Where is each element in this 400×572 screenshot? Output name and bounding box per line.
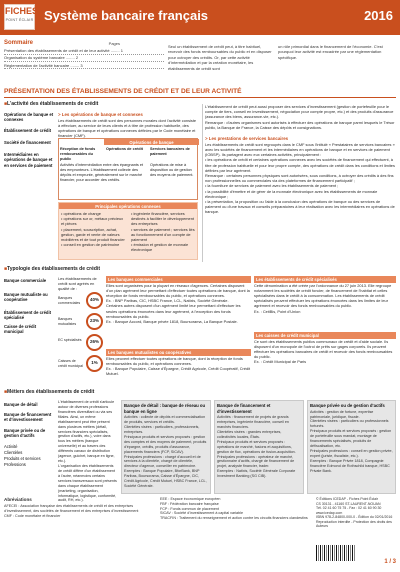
- page-number: 1 / 3: [384, 559, 396, 566]
- label-etablissement-credit: Établissement de crédit: [4, 128, 52, 133]
- prestations-block: [205, 136, 396, 214]
- connexes-box: [58, 202, 198, 260]
- stat-label: Banques commerciales: [58, 296, 81, 305]
- metiers-title: ■ Métiers des établissements de crédit: [4, 389, 94, 396]
- credit-municipal-block: [254, 332, 396, 365]
- ops-heading: > Les opérations de banque et connexes: [58, 112, 143, 117]
- label-bfi: Banque de financement et d'investissement: [4, 412, 52, 423]
- label-activite: Activité: [4, 444, 18, 449]
- card-banque-privee: [307, 400, 396, 494]
- fiches-logo: FICHES POINT ÉCLAIR: [4, 4, 35, 30]
- bc-heading: Les banques commerciales: [106, 276, 251, 283]
- label-professions: Professions: [4, 462, 26, 467]
- bc-text: Elles sont organisées pour la plupart en réseaux d'agences. Certaines disposent d'un plan agrément leur permettant d'effectuer toutes opérations de banque, dont la réception de fonds remboursables du public, et opérations connexes. Ex. : BNP Paribas, CIC, HSBC France, LCL, Natixis, Société Générale. Certaines autres disposent d'un agrément limité leur permettant d'effectuer les seules opérations énoncées dans leur agrément, à l'exception des fonds remboursables du public. Ex. : Banque Accord, Banque privée 1818, Boursorama, La Banque Postale.: [106, 282, 250, 324]
- table-head: Opérations de banque: [104, 139, 199, 145]
- toc-item[interactable]: Présentation des établissements de crédit et de leur activité ........ 1: [4, 48, 164, 55]
- connexes-heading: Principales opérations connexes: [59, 203, 197, 209]
- metiers-text: L'établissement de crédit s'articule autour de diverses professions financières diversifiant ou via ses filiales. Ainsi, un même établissement peut être présent dans plusieurs métiers (détail, services financiers spécialisés, gestion d'actifs, etc.), voire dans tous les métiers (banque universelle) et au travers des différents canaux de distribution (agence, guichet, banque en ligne, etc.). L'organisation des établissements de crédit diffère d'un établissement à l'autre, néanmoins certains services transversaux sont présents dans chaque établissement (marketing, organisation, informatique, logistique, conformité, audit, RH, etc.).: [58, 400, 117, 503]
- ecs-heading: Les établissements de crédit spécialisés: [254, 276, 396, 283]
- stat-label: Caisses de crédit municipal: [58, 359, 83, 368]
- connexes-left: • opérations de change • opérations sur or, métaux précieux et pièces • placement, souscription, achat, gestion, garde et vente de valeurs mobilières et de tout produit financier • conseil en gestion de patrimoine: [61, 211, 125, 248]
- table-cell: Activités d'intermédiation entre des épargnants et des emprunteurs. L'établissement collecte des dépôts et emprunte, généralement sur le marché financier, pour accorder des crédits.: [60, 163, 144, 182]
- label-ec-specialise: Établissement de crédit spécialisé: [4, 310, 52, 321]
- abbreviations-left: AFECEI : Association française des établissements de crédit et des entreprises d'investissement, des sociétés de financement et des entreprises d'investissement CMF : Code monétaire et financier: [4, 504, 139, 518]
- stat-circle: 40%: [86, 292, 103, 309]
- table-col-header: Opérations de crédit: [106, 147, 143, 151]
- label-banque-mutualiste: Banque mutualiste ou coopérative: [4, 292, 48, 303]
- banques-commerciales-block: [106, 276, 251, 324]
- label-banque-detail: Banque de détail: [4, 402, 38, 407]
- card-banque-detail: [121, 400, 211, 494]
- footer-lines: © Éditions ICEDAP - Fiches Point Éclair CS 30131 - 41160 ST-LAURENT-NOUAN Tél. 02 41 60 75 75 - Fax : 02 41 60 90 30 www.icedap.com ISBN 978-2-84800-000-0 - Édition du 02/01/2016 Reproduction interdite - Protection des droits des Auteurs: [316, 497, 393, 529]
- card-text: Activités : gestion de fortune, expertise patrimoniale, juridique, fiscale. Clientèles visées : particuliers ou professionnels fortunés. Principaux produits et services proposés : gestion de portefeuille sous mandat, montage de financements spécialisés, produits de défiscalisation, etc. Principales professions : conseil en gestion privée, expert (juriste, fiscaliste, etc.). Exemples : Banque Privée 1818, Compagnie financière Edmond de Rothschild banque, HSBC Private Bank.: [310, 409, 393, 473]
- stat-label: Banques mutualistes: [58, 317, 77, 326]
- label-banque-privee: Banque privée ou de gestion d'actifs: [4, 428, 46, 439]
- card-title: Banque de détail : banque de réseau ou banque en ligne: [124, 403, 206, 414]
- section-title: PRÉSENTATION DES ÉTABLISSEMENTS DE CRÉDIT ET DE LEUR ACTIVITÉ: [4, 88, 396, 98]
- publisher-footer: [316, 497, 396, 569]
- card-title: Banque de financement et d'investissement: [217, 403, 271, 414]
- operations-table: [58, 138, 198, 200]
- barcode-icon: [316, 545, 356, 561]
- ec-specialises-block: [254, 276, 396, 314]
- table-col-header: Réception de fonds remboursables du public: [60, 147, 96, 161]
- abbreviations-right: EEE : Espace économique européen FBF : Fédération bancaire française FCP : Fonds commun de placement SICAV : Société d'investissement à capital variable TRACFIN : Traitement du renseignement et action contre les circuits financiers clandestins: [160, 497, 308, 521]
- ops-block: [58, 112, 198, 139]
- card-title: Banque privée ou de gestion d'actifs: [310, 403, 385, 408]
- bm-text: Elles peuvent effectuer toutes opérations de banque, dont la réception de fonds remboursables du public, et opérations connexes. Ex. : Banque Populaire, Caisse d'Épargne, Crédit Agricole, Crédit Coopératif, Crédit Mutuel.: [106, 355, 251, 377]
- bm-heading: Les banques mutualistes ou coopératives: [106, 349, 251, 356]
- table-cell: Opérations de mise à disposition ou de gestion des moyens de paiement.: [150, 163, 194, 177]
- toc-heading: Sommaire: [4, 40, 34, 46]
- page-title: Système bancaire français: [44, 8, 209, 23]
- typologie-intro: Les établissements de crédit sont agréés en qualité de :: [58, 276, 97, 292]
- label-clienteles: Clientèles: [4, 450, 23, 455]
- ops-text: Les établissements de crédit sont des personnes morales dont l'activité consiste à effectuer, au service de leurs clients et à titre de profession habituelle, des opérations de banque et opérations connexes définies par le Code monétaire et financier (CMF).: [58, 117, 197, 139]
- header-bar: [0, 0, 400, 35]
- label-intermediaires: Intermédiaires en opérations de banque et en services de paiement: [4, 152, 53, 168]
- stat-circle: 26%: [86, 334, 103, 351]
- intro-col-2: un rôle primordial dans le financement de l'économie. C'est pourquoi leur activité est encadrée par une réglementation spécifique.: [278, 44, 383, 60]
- table-col-header: Services bancaires de paiement: [150, 147, 190, 156]
- activite-right-text: L'établissement de crédit peut aussi proposer des services d'investissement (gestion de portefeuille pour le compte de tiers, conseil en investissement, négociation pour compte propre, etc.) et des produits d'assurance (assurance des biens, assurance-vie, etc.). Remarque : d'autres organismes sont autorisés à effectuer des opérations de banque parmi lesquels le Trésor public, la Banque de France, la Caisse des dépôts et consignations.: [205, 104, 395, 130]
- toc-pages-label: Pages: [108, 41, 120, 46]
- abbreviations-heading: Abréviations: [4, 497, 32, 502]
- label-societe-financement: Société de financement: [4, 140, 51, 145]
- intro-col-1: Seul un établissement de crédit peut, à titre habituel, recevoir des fonds remboursables du public et en disposer pour octroyer des crédits. Or, par cette activité d'intermédiation et par la création monétaire, les établissements de crédit sont: [168, 44, 272, 71]
- label-banque-commerciale: Banque commerciale: [4, 278, 47, 283]
- stat-label: EC spécialisés: [58, 338, 82, 342]
- stat-circle: 23%: [86, 313, 103, 330]
- card-text: Activités : financement de projets de grands entreprises, ingénierie financière, conseil en marchés financiers. Clientèles visées : grandes entreprises, collectivités locales, États. Principaux produits et services proposés : opérations de marché, fusions et acquisitions, gestion de flux, opérations de fusion-acquisition. Principales professions : opérateur de marché, gestionnaire d'actifs, chargé de financement de projet, analyste financier, trader. Exemples : Natixis, Société Générale Corporate Investment Banking (SG CIB).: [217, 415, 296, 479]
- prestations-text: Les établissements de crédit sont regroupés dans le CMF sous l'intitulé « Prestataires de services bancaires » avec les sociétés de financement et les intermédiaires en opérations de banque et en services de paiement (IOBSP). Ils partagent avec eux certaines activités, principalement : • les opérations de crédit et certaines opérations connexes avec les sociétés de financement qui effectuent, à titre de profession habituelle et pour leur propre compte, des opérations de crédit dans les conditions et limites définies par leur agrément. Remarque : certaines personnes physiques sont autorisées, sous conditions, à octroyer des crédits à des fins non professionnelles ou commerciales via des plateformes de financement participatif ; • la fourniture de services de paiement avec les établissements de paiement ; • la possibilité d'émettre et de gérer de la monnaie électronique avec les établissements de monnaie électronique ; • la présentation, la proposition ou l'aide à la conclusion des opérations de banque ou des services de paiement ou d'une travaux et conseils préparatoires à leur réalisation avec les intermédiaires en opérations de banque.: [205, 141, 395, 215]
- activite-title: ■ L'activité des établissements de crédit: [4, 101, 98, 108]
- ccm-heading: Les caisses de crédit municipal: [254, 332, 396, 339]
- label-operations-banque: Opérations de banque et connexes: [4, 112, 54, 123]
- stat-circle: 1%: [86, 355, 103, 372]
- column-divider: [202, 104, 203, 262]
- toc-item[interactable]: Organisation du système bancaire ........ 2: [4, 55, 164, 62]
- typologie-title: ■ Typologie des établissements de crédit: [4, 266, 100, 273]
- label-caisse-credit: Caisse de crédit municipal: [4, 324, 37, 335]
- label-produits: Produits et services: [4, 456, 41, 461]
- ccm-text: Ce sont des établissements publics communaux de crédit et d'aide sociale. Ils disposent d'un monopole de l'octroi de prêts sur gages corporels. Ils peuvent effectuer les opérations bancaires de crédit et recevoir des fonds remboursables du public. Ex. : Crédit Municipal de Paris: [254, 338, 393, 365]
- connexes-right: • ingénierie financière, services destinés à faciliter le développement des entreprises • services de paiement ; services liés au fonctionnement d'un compte de paiement • émission et gestion de monnaie électronique: [131, 211, 195, 253]
- card-bfi: [214, 400, 304, 494]
- edition-year: 2016: [364, 8, 393, 23]
- card-text: Activités : collecte de dépôts et commercialisation de produits, services et crédits. Clientèles visées : particuliers, professionnels, entreprises. Principaux produits et services proposés : gestion des comptes et des moyens de paiement, produits d'épargne, crédits, produits d'assurance, placements financiers (FCP, SICAV). Principales professions : chargé d'accueil et de services à la clientèle, chargé de clientèle, directeur d'agence, conseiller en patrimoine. Exemples : Banque Populaire, BforBank, BNP Paribas, Boursorama, Caisse d'Épargne, CIC, Crédit Agricole, Crédit Mutuel, HSBC France, LCL, Société Générale.: [124, 415, 207, 489]
- ecs-text: Cette dénomination a été créée par l'ordonnance du 27 juin 2013. Elle regroupe notamment les sociétés de crédit foncier, de financement de l'habitat et celles spécialisées dans le crédit à la consommation. Les établissements de crédit spécialisés peuvent effectuer les opérations énoncées dans les limites de leur agrément et recevoir des fonds remboursables du public. Ex. : CetiBis, Point d'Union: [254, 282, 392, 314]
- banques-mutualistes-block: [106, 349, 251, 376]
- toc-item[interactable]: Réglementation de l'activité bancaire ........ 3: [4, 62, 164, 69]
- prestations-heading: > Les prestations de services bancaires: [205, 136, 289, 141]
- table-of-contents: [4, 40, 164, 69]
